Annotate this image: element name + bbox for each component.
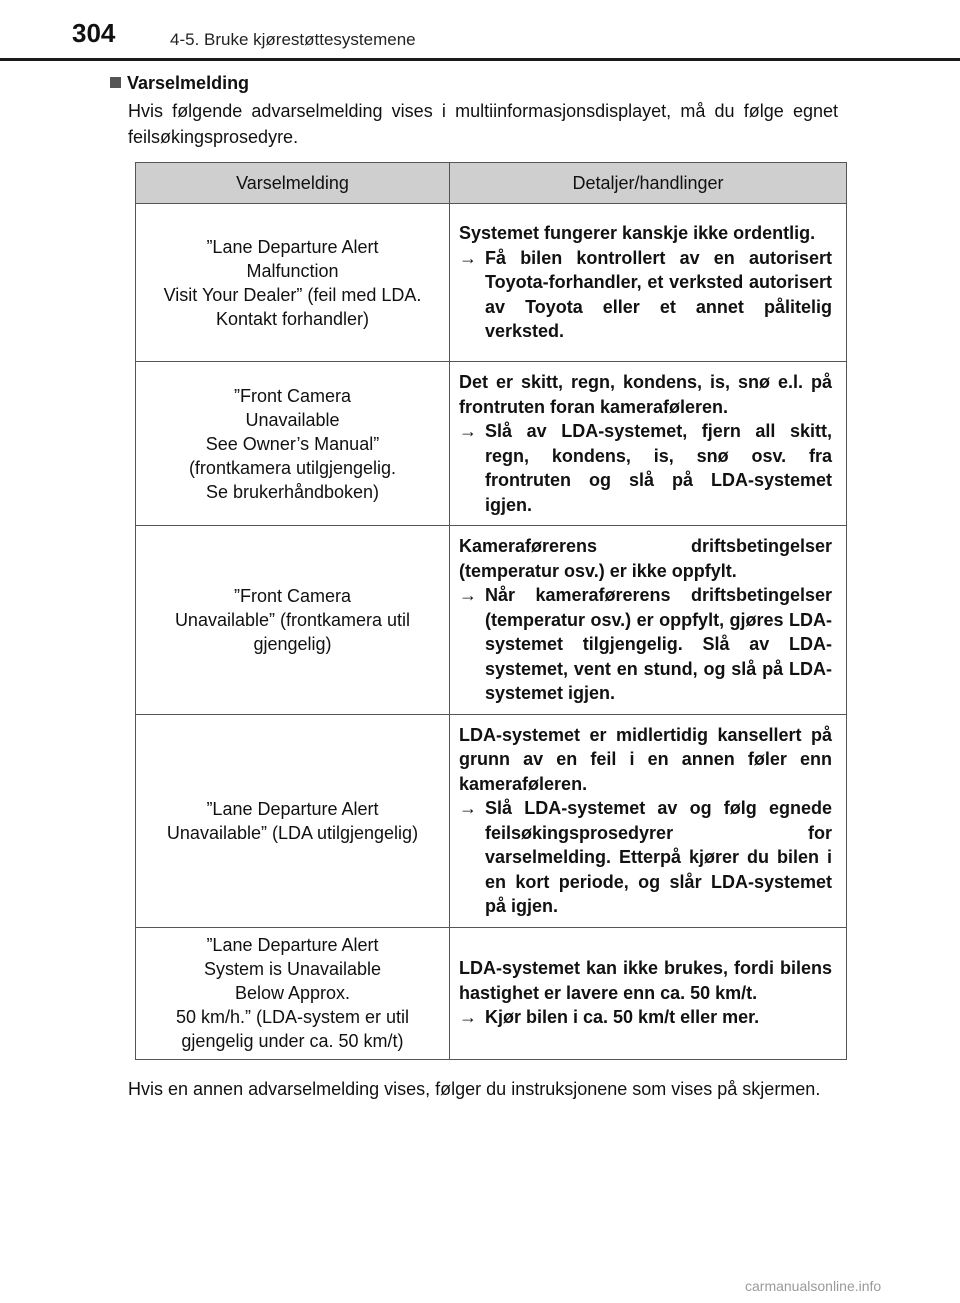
warning-message-cell: [136, 362, 450, 526]
column-header-message: Varselmelding: [136, 163, 450, 204]
action-item: [459, 583, 832, 706]
message-line: Unavailable: [245, 409, 340, 430]
warning-message-cell: [136, 204, 450, 362]
action-item: [459, 246, 832, 344]
details-cell: [450, 204, 847, 362]
detail-text: Det er skitt, regn, kondens, is, snø e.l. på frontruten foran kameraføleren.: [459, 372, 832, 417]
details-cell: [450, 714, 847, 927]
table-row: [136, 927, 847, 1059]
action-item: [459, 1005, 832, 1030]
message-line: gjengelig): [253, 633, 332, 654]
message-line: Below Approx.: [234, 983, 351, 1003]
section-title: Varselmelding: [127, 73, 250, 93]
detail-text: LDA-systemet kan ikke brukes, fordi bilens hastighet er lavere enn ca. 50 km/t.: [459, 958, 832, 1003]
message-line: Kontakt forhandler): [215, 308, 370, 329]
message-line: Unavailable” (frontkamera util: [174, 609, 411, 630]
message-line: Se brukerhåndboken): [205, 481, 380, 502]
warning-message-cell: [136, 927, 450, 1059]
details-cell: [450, 362, 847, 526]
message-line: ”Lane Departure Alert: [206, 935, 379, 955]
intro-paragraph: Hvis følgende advarselmelding vises i multiinformasjonsdisplayet, må du følge egnet feilsøkingsprosedyre.: [128, 101, 838, 147]
arrow-right-icon: →: [459, 585, 477, 605]
chapter-title: 4-5. Bruke kjørestøttesystemene: [170, 30, 416, 49]
action-item: [459, 796, 832, 919]
square-bullet-icon: [110, 77, 121, 88]
action-text: Få bilen kontrollert av en autorisert Toyota-forhandler, et verksted autorisert av Toyota eller et annet pålitelig verksted.: [485, 247, 832, 342]
message-line: See Owner’s Manual”: [205, 433, 380, 454]
message-line: 50 km/h.” (LDA-system er util: [175, 1007, 410, 1027]
detail-text: Kameraførerens driftsbetingelser (temperatur osv.) er ikke oppfylt.: [459, 536, 832, 581]
warning-message-table: [135, 162, 847, 1060]
message-line: ”Front Camera: [233, 585, 352, 606]
message-line: (frontkamera utilgjengelig.: [188, 457, 397, 478]
action-item: [459, 419, 832, 517]
table-row: [136, 714, 847, 927]
table-row: [136, 526, 847, 715]
message-line: ”Lane Departure Alert: [206, 236, 379, 257]
detail-text: Systemet fungerer kanskje ikke ordentlig.: [459, 223, 816, 244]
action-text: Slå av LDA-systemet, fjern all skitt, regn, kondens, is, snø osv. fra frontruten og slå på LDA-systemet igjen.: [485, 421, 832, 515]
header-rule: [0, 58, 960, 61]
column-header-details: Detaljer/handlinger: [450, 163, 847, 204]
action-text: Kjør bilen i ca. 50 km/t eller mer.: [485, 1007, 760, 1028]
action-text: Når kameraførerens driftsbetingelser (temperatur osv.) er oppfylt, gjøres LDA-systemet tilgjengelig. Slå av LDA-systemet, vent en stund, og slå på LDA-systemet igjen.: [485, 585, 832, 703]
arrow-right-icon: →: [459, 1007, 477, 1028]
details-cell: [450, 526, 847, 715]
page-number: 304: [72, 18, 116, 48]
detail-text: LDA-systemet er midlertidig kansellert på grunn av en feil i en annen føler enn kameraføleren.: [459, 724, 832, 794]
arrow-right-icon: →: [459, 421, 477, 441]
warning-message-cell: [136, 714, 450, 927]
message-line: gjengelig under ca. 50 km/t): [181, 1031, 404, 1051]
message-line: ”Front Camera: [233, 385, 352, 406]
message-line: Visit Your Dealer” (feil med LDA.: [163, 284, 422, 305]
message-line: ”Lane Departure Alert: [206, 798, 379, 819]
table-header-row: [136, 163, 847, 204]
message-line: System is Unavailable: [203, 959, 382, 979]
watermark: carmanualsonline.info: [745, 1278, 882, 1294]
arrow-right-icon: →: [459, 798, 477, 818]
page-header: [0, 0, 960, 62]
message-line: Unavailable” (LDA utilgjengelig): [166, 822, 419, 843]
outro-paragraph: Hvis en annen advarselmelding vises, følger du instruksjonene som vises på skjermen.: [128, 1079, 821, 1099]
action-text: Slå LDA-systemet av og følg egnede feilsøkingsprosedyrer for varselmelding. Etterpå kjører du bilen i en kort periode, og slår LDA-systemet på igjen.: [485, 798, 832, 916]
section-heading: [110, 70, 850, 96]
message-line: Malfunction: [246, 260, 339, 281]
table-row: [136, 204, 847, 362]
warning-message-cell: [136, 526, 450, 715]
details-cell: [450, 927, 847, 1059]
table-row: [136, 362, 847, 526]
section-varselmelding: [110, 70, 850, 150]
arrow-right-icon: →: [459, 247, 477, 268]
